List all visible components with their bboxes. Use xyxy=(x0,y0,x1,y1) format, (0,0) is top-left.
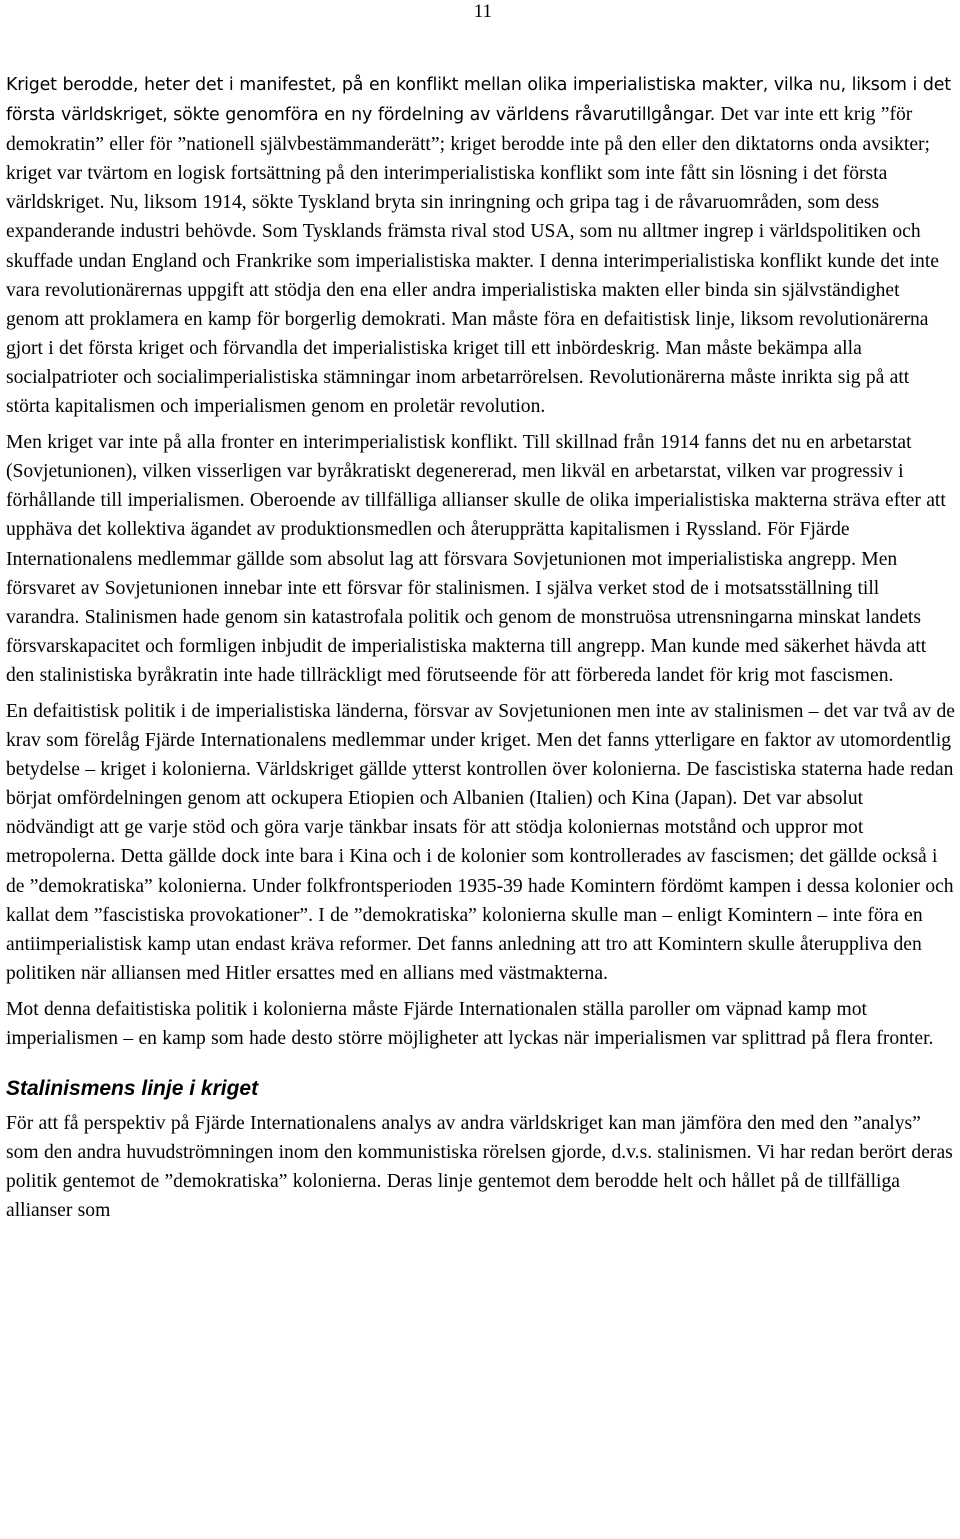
paragraph-5: För att få perspektiv på Fjärde Internationalens analys av andra världskriget kan man jämföra den med den ”analys” som den andra huvudströmningen inom den kommunistiska rörelsen gjorde, d.v.s. stalinismen. Vi har redan berört deras politik gentemot de ”demokratiska” kolonierna. Deras linje gentemot dem berodde helt och hållet på de tillfälliga allianser som xyxy=(6,1113,953,1222)
paragraph-1-sans-run: Kriget berodde, heter det i manifestet, på en konflikt mellan olika imperialistiska makter, vilka nu, liksom i det första världskriget, sökte genomföra en ny fördelning av världens råvarutillgångar. xyxy=(6,75,951,126)
paragraph-1 xyxy=(6,70,956,421)
paragraph-3: En defaitistisk politik i de imperialistiska länderna, försvar av Sovjetunionen men inte av stalinismen – det var två av de krav som förelåg Fjärde Internationalens medlemmar under kriget. Men det fanns ytterligare en faktor av utomordentlig betydelse – kriget i kolonierna. Världskriget gällde ytterst kontrollen över kolonierna. De fascistiska staterna hade redan börjat omfördelningen genom att ockupera Etiopien och Albanien (Italien) och Kina (Japan). Det var absolut nödvändigt att ge varje stöd och göra varje tänkbar insats för att stödja koloniernas motstånd och uppror mot metropolerna. Detta gällde dock inte bara i Kina och i de kolonier som kontrollerades av fascismen; det gällde också i de ”demokratiska” kolonierna. Under folkfrontsperioden 1935-39 hade Komintern fördömt kampen i dessa kolonier och kallat dem ”fascistiska provokationer”. I de ”demokratiska” kolonierna skulle man – enligt Komintern – inte föra en antiimperialistisk kamp utan endast kräva reformer. Det fanns anledning att tro att Komintern skulle återuppliva den politiken när alliansen med Hitler ersattes med en allians med västmakterna. xyxy=(6,700,955,984)
paragraph-2: Men kriget var inte på alla fronter en interimperialistisk konflikt. Till skillnad från 1914 fanns det nu en arbetarstat (Sovjetunionen), vilken visserligen var byråkratiskt degenererad, men likväl en arbetarstat, vilken var progressiv i förhållande till imperialismen. Oberoende av tillfälliga allianser skulle de olika imperialistiska makterna sträva efter att upphäva det kollektiva ägandet av produktionsmedlen och återupprätta kapitalismen i Ryssland. För Fjärde Internationalens medlemmar gällde som absolut lag att försvara Sovjetunionen mot imperialistiska angrepp. Men försvaret av Sovjetunionen innebar inte ett försvar för stalinismen. I själva verket stod de i motsatsställning till varandra. Stalinismen hade genom sin katastrofala politik och genom de monstruösa utrensningarna minskat landets försvarskapacitet och formligen inbjudit de imperialistiska makterna till angrepp. Man kunde med säkerhet hävda att den stalinistiska byråkratin inte hade tillräckligt med förutseende för att förbereda landet för krig mot fascismen. xyxy=(6,432,946,686)
paragraph-4: Mot denna defaitistiska politik i kolonierna måste Fjärde Internationalen ställa paroller om väpnad kamp mot imperialismen – en kamp som hade desto större möjligheter att lyckas när imperialismen var splittrad på flera fronter. xyxy=(6,998,934,1049)
body-text xyxy=(6,70,956,1225)
section-heading: Stalinismens linje i kriget xyxy=(6,1077,259,1101)
page-number: 11 xyxy=(473,1,492,22)
paragraph-1-serif-run: Det var inte ett krig ”för demokratin” eller för ”nationell självbestämmanderätt”; kriget berodde inte på den eller den diktatorns onda avsikter; kriget var tvärtom en logisk fortsättning på den interimperialistiska konflikt som inte fått sin lösning i det första världskriget. Nu, liksom 1914, sökte Tyskland bryta sin inringning och gripa tag i de råvaruområden, som dess expanderande industri behövde. Som Tysklands främsta rival stod USA, som nu alltmer ingrep i världspolitiken och skuffade undan England och Frankrike som imperialistiska makter. I denna interimperialistiska konflikt kunde det inte vara revolutionärernas uppgift att stödja den ena eller andra imperialistiska makten eller binda sin självständighet genom att proklamera en kamp för borgerlig demokrati. Man måste föra en defaitistisk linje, liksom revolutionärerna gjort i det första kriget och förvandla det imperialistiska kriget till ett inbördeskrig. Man måste bekämpa alla socialpatrioter och socialimperialistiska stämningar inom arbetarrörelsen. Revolutionärerna måste inrikta sig på att störta kapitalismen och imperialismen genom en proletär revolution. xyxy=(6,104,939,418)
